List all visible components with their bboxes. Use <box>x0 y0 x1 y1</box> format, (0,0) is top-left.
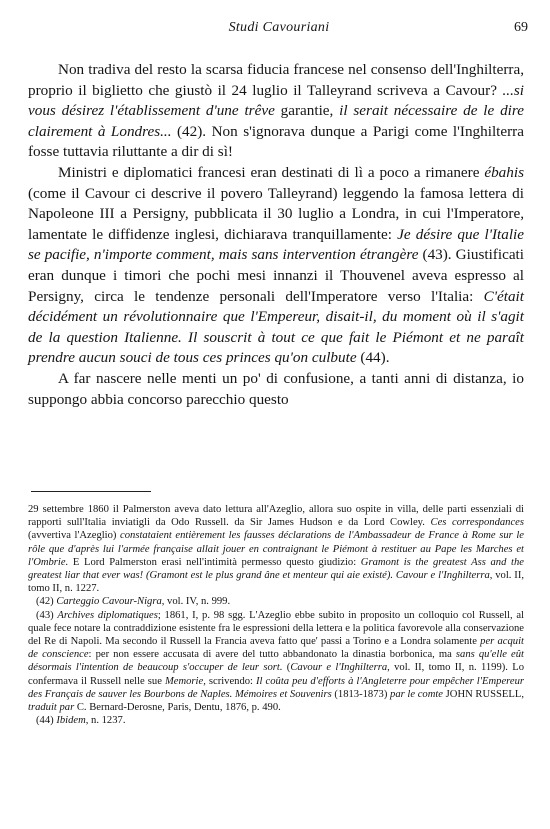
italic-run: Il coûta peu d'efforts à l'Angleterre pour empêcher l'Empereur des Français de sauver les Bourbons de Naples. Mémoires et Souvenirs <box>28 675 524 700</box>
italic-run: sans qu'elle eût désormais l'intention de beaucoup s'occuper de leur sort. <box>28 649 524 674</box>
text-run: , n. 1237. <box>85 715 126 727</box>
text-run: (44) <box>36 715 57 727</box>
text-run: , vol. II, tomo II, n. 1199). Lo confermava il Russell nelle sue <box>28 662 525 687</box>
running-title: Studi Cavouriani <box>228 20 330 35</box>
main-text <box>28 60 524 410</box>
text-run: , vol. IV, n. 999. <box>161 596 231 608</box>
text-run: Non tradiva del resto la scarsa fiducia francese nel consenso dell'Inghilterra, proprio il biglietto che giustò il 24 luglio il Talleyrand scriveva a Cavour? <box>28 61 524 99</box>
text-run: JOHN RUSSELL, <box>443 688 524 700</box>
text-run: (43). Giustificati eran dunque i timori che pochi mesi innanzi il Thouvenel aveva espresso al Persigny, circa le tendenze personali dell'Imperatore verso l'Italia: <box>28 246 524 305</box>
paragraph-2 <box>28 163 524 369</box>
italic-run: per acquit de conscience <box>28 636 524 661</box>
text-run: ; 1861, I, p. 98 sgg. L'Azeglio ebbe subito in proposito un colloquio col Russell, al quale fece notare la contraddizione esistente fra le espressioni della lettera e la politica favorevole alla conservazione del Re di Napoli. Ma secondo il Russell la Francia aveva fatto que' passi a Torino e a Londra solamente <box>28 609 524 648</box>
italic-quote: ...si vous désirez l'établissement d'une trêve <box>28 81 524 120</box>
text-run: garantie, <box>274 102 340 120</box>
text-run: 29 settembre 1860 il Palmerston aveva dato lettura all'Azeglio, allora suo ospite in villa, delle parti essenziali di rapporti sull'Italia inviatigli da Odo Russell. da Sir James Hudson e da Lord Cowley. <box>28 504 524 529</box>
italic-run: Ces correspondances <box>430 517 524 529</box>
italic-run: Cavour e l'Inghilterra <box>290 662 388 674</box>
text-run: (43) <box>36 609 58 621</box>
text-run: C. Bernard-Derosne, Paris, Dentu, 1876, p. 490. <box>74 702 281 714</box>
footnote-separator <box>31 491 151 492</box>
italic-run: Cavour e l'Inghilterra <box>395 570 490 582</box>
footnotes <box>28 503 524 727</box>
text-run: Ministri e diplomatici francesi eran destinati di lì a poco a rimanere <box>58 163 485 181</box>
text-run: ( <box>282 662 291 674</box>
text-run: (44). <box>356 349 390 367</box>
italic-run: Gramont is the greatest Ass and the greatest liar that ever was! (Gramont est le plus grand âne et menteur qui aie existé). <box>28 556 524 582</box>
text-run: (1813-1873) <box>331 688 391 700</box>
italic-run: traduit par <box>28 702 75 714</box>
italic-quote: Je désire que l'Italie se pacifie, n'importe comment, mais sans intervention étrangère <box>28 225 524 264</box>
italic-run: par le comte <box>390 688 444 700</box>
text-run: (avvertiva l'Azeglio) <box>28 530 121 542</box>
italic-run: constataient entièrement les fausses déclarations de l'Ambassadeur de France à Rome sur le rôle que d'après lui l'armée française allait jouer en contraignant le Piémont à restituer au Pape les Marches et l'Ombrie. <box>28 530 524 568</box>
page-number: 69 <box>514 20 528 35</box>
footnote-continued <box>28 503 524 595</box>
italic-quote: il serait nécessaire de le dire clairement à Londres... <box>28 102 524 140</box>
text-run: , vol. II, tomo II, n. 1227. <box>28 570 524 595</box>
footnote-42 <box>28 595 524 608</box>
text-run: : per non essere accusata di avere del tutto abbandonato la dinastia borbonica, ma <box>88 649 456 661</box>
italic-word: ébahis <box>484 163 524 181</box>
text-run: (42) <box>36 596 57 608</box>
paragraph-3: A far nascere nelle menti un po' di confusione, a tanti anni di distanza, io suppongo abbia concorso parecchio questo <box>28 369 524 408</box>
footnote-43 <box>28 609 524 715</box>
page-header <box>30 20 528 40</box>
italic-run: Memorie <box>164 675 204 687</box>
text-run: (come il Cavour ci descrive il povero Talleyrand) leggendo la famosa lettera di Napoleone III a Persigny, pubblicata il 30 luglio a Londra, in cui l'Imperatore, lamentate le diffidenze inglesi, dichiarava tranquillamente: <box>28 184 524 243</box>
text-run: (42). Non s'ignorava dunque a Parigi come l'Inghilterra fosse tuttavia riluttante a dir di sì! <box>28 122 524 161</box>
italic-quote: C'était décidément un révolutionnaire que l'Empereur, disait-il, du moment où il s'agit de la question Italienne. Il souscrit à tout ce que fait le Piémont et ne paraît prendre aucun souci de tous ces princes qu'on culbute <box>28 287 524 367</box>
italic-run: Archives diplomatiques <box>57 609 158 621</box>
paragraph-1 <box>28 60 524 163</box>
italic-run: Ibidem <box>56 715 86 727</box>
text-run: , scrivendo: <box>203 675 257 687</box>
footnote-44 <box>28 714 524 727</box>
text-run: E Lord Palmerston erasi nell'intimità permesso questo giudizio: <box>68 556 361 568</box>
italic-run: Carteggio Cavour-Nigra <box>56 596 162 608</box>
